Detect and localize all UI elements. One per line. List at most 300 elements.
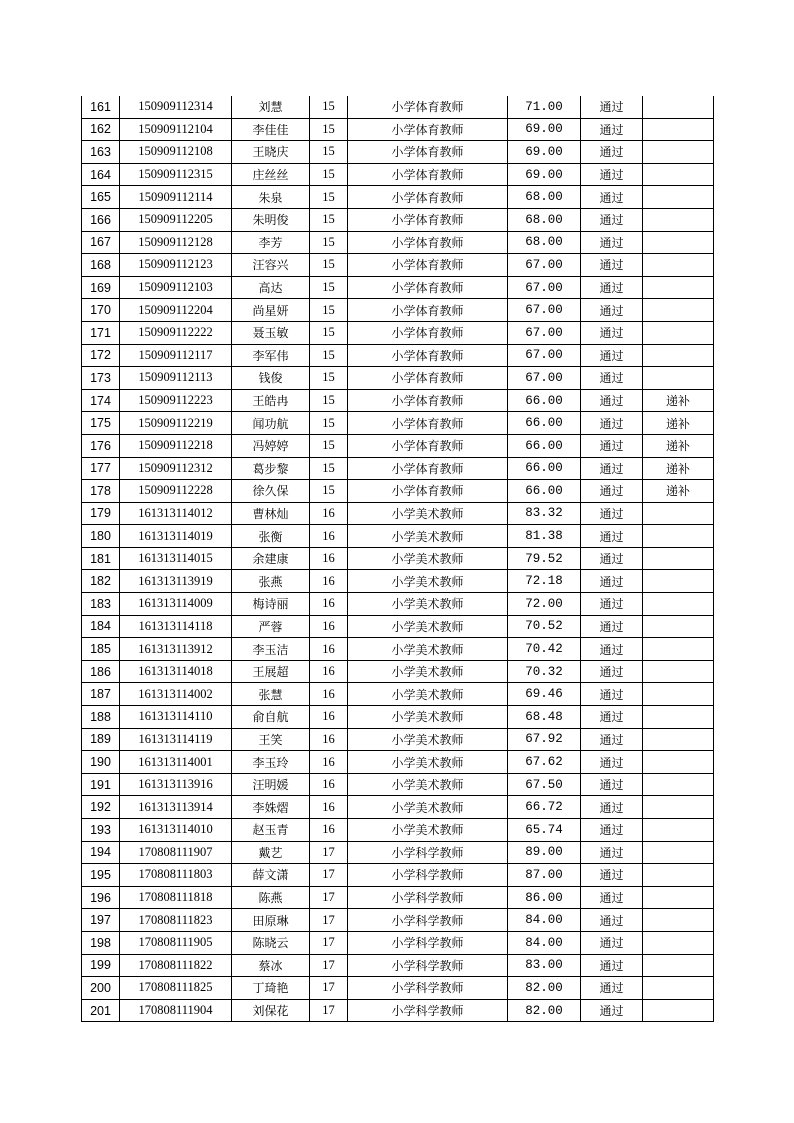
- position-code-cell: 16: [310, 796, 348, 819]
- exam-score-cell: 82.00: [508, 999, 581, 1022]
- candidate-name-cell: 严蓉: [232, 615, 310, 638]
- table-row: [82, 819, 714, 842]
- exam-id-cell: 161313114001: [120, 751, 232, 774]
- position-title-cell: 小学体育教师: [348, 276, 508, 299]
- result-status-cell: 通过: [581, 570, 643, 593]
- candidate-name-cell: 王展超: [232, 660, 310, 683]
- row-number-cell: 197: [82, 909, 120, 932]
- exam-id-cell: 150909112223: [120, 389, 232, 412]
- row-number-cell: 196: [82, 886, 120, 909]
- row-number-cell: 193: [82, 819, 120, 842]
- remark-cell: [643, 276, 714, 299]
- result-status-cell: 通过: [581, 231, 643, 254]
- remark-cell: [643, 254, 714, 277]
- result-status-cell: 通过: [581, 638, 643, 661]
- candidate-name-cell: 王晓庆: [232, 141, 310, 164]
- remark-cell: 递补: [643, 480, 714, 503]
- position-title-cell: 小学体育教师: [348, 434, 508, 457]
- table-row: [82, 728, 714, 751]
- position-code-cell: 15: [310, 231, 348, 254]
- remark-cell: [643, 615, 714, 638]
- position-title-cell: 小学科学教师: [348, 999, 508, 1022]
- table-row: [82, 615, 714, 638]
- position-title-cell: 小学科学教师: [348, 864, 508, 887]
- exam-id-cell: 161313114012: [120, 502, 232, 525]
- row-number-cell: 191: [82, 773, 120, 796]
- row-number-cell: 176: [82, 434, 120, 457]
- result-status-cell: 通过: [581, 909, 643, 932]
- result-status-cell: 通过: [581, 841, 643, 864]
- row-number-cell: 161: [82, 96, 120, 118]
- position-code-cell: 17: [310, 977, 348, 1000]
- table-row: [82, 977, 714, 1000]
- candidate-name-cell: 薛文潇: [232, 864, 310, 887]
- row-number-cell: 198: [82, 931, 120, 954]
- candidate-name-cell: 李佳佳: [232, 118, 310, 141]
- row-number-cell: 162: [82, 118, 120, 141]
- table-row: [82, 864, 714, 887]
- remark-cell: [643, 999, 714, 1022]
- remark-cell: [643, 683, 714, 706]
- exam-score-cell: 66.00: [508, 434, 581, 457]
- position-code-cell: 16: [310, 593, 348, 616]
- result-status-cell: 通过: [581, 412, 643, 435]
- result-status-cell: 通过: [581, 547, 643, 570]
- exam-id-cell: 150909112315: [120, 163, 232, 186]
- remark-cell: [643, 547, 714, 570]
- result-status-cell: 通过: [581, 502, 643, 525]
- result-status-cell: 通过: [581, 141, 643, 164]
- position-title-cell: 小学体育教师: [348, 254, 508, 277]
- exam-id-cell: 161313114002: [120, 683, 232, 706]
- candidate-name-cell: 余建康: [232, 547, 310, 570]
- position-code-cell: 16: [310, 819, 348, 842]
- row-number-cell: 201: [82, 999, 120, 1022]
- exam-id-cell: 170808111904: [120, 999, 232, 1022]
- exam-score-cell: 67.00: [508, 254, 581, 277]
- position-title-cell: 小学科学教师: [348, 909, 508, 932]
- row-number-cell: 167: [82, 231, 120, 254]
- table-row: [82, 570, 714, 593]
- candidate-name-cell: 李玉玲: [232, 751, 310, 774]
- remark-cell: 递补: [643, 412, 714, 435]
- position-title-cell: 小学美术教师: [348, 796, 508, 819]
- position-title-cell: 小学体育教师: [348, 186, 508, 209]
- remark-cell: [643, 931, 714, 954]
- candidate-name-cell: 陈晓云: [232, 931, 310, 954]
- candidate-name-cell: 徐久保: [232, 480, 310, 503]
- candidate-name-cell: 刘慧: [232, 96, 310, 118]
- exam-id-cell: 170808111823: [120, 909, 232, 932]
- remark-cell: [643, 864, 714, 887]
- exam-id-cell: 150909112204: [120, 299, 232, 322]
- result-status-cell: 通过: [581, 660, 643, 683]
- result-status-cell: 通过: [581, 276, 643, 299]
- remark-cell: [643, 525, 714, 548]
- exam-score-cell: 69.00: [508, 141, 581, 164]
- position-code-cell: 17: [310, 886, 348, 909]
- exam-score-cell: 83.32: [508, 502, 581, 525]
- table-row: [82, 931, 714, 954]
- position-title-cell: 小学体育教师: [348, 321, 508, 344]
- result-status-cell: 通过: [581, 706, 643, 729]
- candidate-name-cell: 田原琳: [232, 909, 310, 932]
- row-number-cell: 186: [82, 660, 120, 683]
- position-code-cell: 15: [310, 186, 348, 209]
- position-title-cell: 小学体育教师: [348, 412, 508, 435]
- candidate-name-cell: 王皓冉: [232, 389, 310, 412]
- row-number-cell: 178: [82, 480, 120, 503]
- position-code-cell: 15: [310, 344, 348, 367]
- row-number-cell: 173: [82, 367, 120, 390]
- position-title-cell: 小学体育教师: [348, 457, 508, 480]
- position-title-cell: 小学美术教师: [348, 525, 508, 548]
- result-status-cell: 通过: [581, 525, 643, 548]
- table-row: [82, 547, 714, 570]
- exam-score-cell: 71.00: [508, 96, 581, 118]
- position-title-cell: 小学体育教师: [348, 299, 508, 322]
- position-code-cell: 15: [310, 457, 348, 480]
- result-status-cell: 通过: [581, 96, 643, 118]
- row-number-cell: 194: [82, 841, 120, 864]
- position-code-cell: 15: [310, 276, 348, 299]
- position-code-cell: 16: [310, 570, 348, 593]
- exam-id-cell: 161313114118: [120, 615, 232, 638]
- position-code-cell: 15: [310, 367, 348, 390]
- row-number-cell: 170: [82, 299, 120, 322]
- position-code-cell: 16: [310, 660, 348, 683]
- table-row: [82, 254, 714, 277]
- position-title-cell: 小学美术教师: [348, 593, 508, 616]
- exam-score-cell: 79.52: [508, 547, 581, 570]
- table-row: [82, 321, 714, 344]
- exam-id-cell: 161313114110: [120, 706, 232, 729]
- position-title-cell: 小学体育教师: [348, 163, 508, 186]
- position-title-cell: 小学科学教师: [348, 886, 508, 909]
- position-title-cell: 小学体育教师: [348, 141, 508, 164]
- exam-id-cell: 150909112117: [120, 344, 232, 367]
- position-code-cell: 15: [310, 141, 348, 164]
- table-row: [82, 118, 714, 141]
- row-number-cell: 189: [82, 728, 120, 751]
- candidate-name-cell: 李姝熠: [232, 796, 310, 819]
- exam-score-cell: 65.74: [508, 819, 581, 842]
- candidate-name-cell: 曹林灿: [232, 502, 310, 525]
- candidate-name-cell: 汪明媛: [232, 773, 310, 796]
- row-number-cell: 168: [82, 254, 120, 277]
- exam-id-cell: 161313114015: [120, 547, 232, 570]
- position-title-cell: 小学美术教师: [348, 638, 508, 661]
- remark-cell: [643, 909, 714, 932]
- result-status-cell: 通过: [581, 977, 643, 1000]
- candidate-name-cell: 朱泉: [232, 186, 310, 209]
- candidate-name-cell: 戴艺: [232, 841, 310, 864]
- remark-cell: [643, 954, 714, 977]
- exam-score-cell: 84.00: [508, 909, 581, 932]
- position-code-cell: 16: [310, 728, 348, 751]
- result-status-cell: 通过: [581, 321, 643, 344]
- candidate-name-cell: 刘保花: [232, 999, 310, 1022]
- exam-score-cell: 67.62: [508, 751, 581, 774]
- exam-id-cell: 150909112312: [120, 457, 232, 480]
- exam-id-cell: 150909112314: [120, 96, 232, 118]
- table-row: [82, 751, 714, 774]
- row-number-cell: 192: [82, 796, 120, 819]
- candidate-name-cell: 聂玉敏: [232, 321, 310, 344]
- row-number-cell: 190: [82, 751, 120, 774]
- exam-id-cell: 150909112113: [120, 367, 232, 390]
- position-title-cell: 小学体育教师: [348, 118, 508, 141]
- position-title-cell: 小学美术教师: [348, 502, 508, 525]
- exam-id-cell: 150909112114: [120, 186, 232, 209]
- exam-score-cell: 67.00: [508, 344, 581, 367]
- position-title-cell: 小学美术教师: [348, 751, 508, 774]
- remark-cell: [643, 367, 714, 390]
- remark-cell: [643, 977, 714, 1000]
- result-status-cell: 通过: [581, 254, 643, 277]
- position-title-cell: 小学科学教师: [348, 841, 508, 864]
- table-row: [82, 999, 714, 1022]
- exam-score-cell: 66.00: [508, 389, 581, 412]
- position-title-cell: 小学美术教师: [348, 728, 508, 751]
- position-code-cell: 16: [310, 525, 348, 548]
- remark-cell: 递补: [643, 389, 714, 412]
- exam-id-cell: 161313114119: [120, 728, 232, 751]
- exam-id-cell: 170808111825: [120, 977, 232, 1000]
- position-title-cell: 小学体育教师: [348, 367, 508, 390]
- result-status-cell: 通过: [581, 389, 643, 412]
- remark-cell: [643, 163, 714, 186]
- remark-cell: [643, 706, 714, 729]
- exam-id-cell: 170808111818: [120, 886, 232, 909]
- candidate-name-cell: 尚星妍: [232, 299, 310, 322]
- position-code-cell: 15: [310, 434, 348, 457]
- position-code-cell: 15: [310, 321, 348, 344]
- remark-cell: [643, 886, 714, 909]
- position-code-cell: 15: [310, 299, 348, 322]
- remark-cell: [643, 231, 714, 254]
- position-code-cell: 16: [310, 502, 348, 525]
- exam-id-cell: 150909112222: [120, 321, 232, 344]
- remark-cell: [643, 186, 714, 209]
- exam-score-cell: 70.42: [508, 638, 581, 661]
- remark-cell: [643, 773, 714, 796]
- result-status-cell: 通过: [581, 819, 643, 842]
- position-code-cell: 16: [310, 615, 348, 638]
- exam-id-cell: 150909112219: [120, 412, 232, 435]
- exam-score-cell: 87.00: [508, 864, 581, 887]
- position-code-cell: 17: [310, 954, 348, 977]
- result-status-cell: 通过: [581, 615, 643, 638]
- exam-score-cell: 82.00: [508, 977, 581, 1000]
- result-status-cell: 通过: [581, 480, 643, 503]
- table-row: [82, 796, 714, 819]
- exam-id-cell: 161313113919: [120, 570, 232, 593]
- exam-id-cell: 150909112205: [120, 208, 232, 231]
- remark-cell: [643, 570, 714, 593]
- table-row: [82, 660, 714, 683]
- candidate-name-cell: 李军伟: [232, 344, 310, 367]
- exam-score-cell: 72.18: [508, 570, 581, 593]
- result-status-cell: 通过: [581, 434, 643, 457]
- exam-score-cell: 68.00: [508, 186, 581, 209]
- exam-id-cell: 161313114018: [120, 660, 232, 683]
- candidate-name-cell: 蔡冰: [232, 954, 310, 977]
- table-row: [82, 773, 714, 796]
- position-title-cell: 小学体育教师: [348, 344, 508, 367]
- table-row: [82, 457, 714, 480]
- result-status-cell: 通过: [581, 864, 643, 887]
- row-number-cell: 183: [82, 593, 120, 616]
- row-number-cell: 165: [82, 186, 120, 209]
- position-code-cell: 17: [310, 841, 348, 864]
- exam-score-cell: 72.00: [508, 593, 581, 616]
- remark-cell: [643, 502, 714, 525]
- row-number-cell: 179: [82, 502, 120, 525]
- candidate-name-cell: 张燕: [232, 570, 310, 593]
- exam-score-cell: 67.50: [508, 773, 581, 796]
- position-title-cell: 小学体育教师: [348, 231, 508, 254]
- candidate-name-cell: 赵玉青: [232, 819, 310, 842]
- remark-cell: 递补: [643, 457, 714, 480]
- exam-id-cell: 150909112218: [120, 434, 232, 457]
- exam-score-cell: 70.52: [508, 615, 581, 638]
- row-number-cell: 188: [82, 706, 120, 729]
- result-status-cell: 通过: [581, 886, 643, 909]
- position-title-cell: 小学体育教师: [348, 208, 508, 231]
- position-title-cell: 小学美术教师: [348, 773, 508, 796]
- position-code-cell: 15: [310, 480, 348, 503]
- result-status-cell: 通过: [581, 457, 643, 480]
- exam-id-cell: 170808111822: [120, 954, 232, 977]
- remark-cell: [643, 141, 714, 164]
- position-code-cell: 16: [310, 773, 348, 796]
- table-row: [82, 299, 714, 322]
- remark-cell: [643, 118, 714, 141]
- position-title-cell: 小学科学教师: [348, 954, 508, 977]
- result-status-cell: 通过: [581, 593, 643, 616]
- result-status-cell: 通过: [581, 954, 643, 977]
- result-status-cell: 通过: [581, 751, 643, 774]
- exam-score-cell: 67.92: [508, 728, 581, 751]
- exam-score-cell: 89.00: [508, 841, 581, 864]
- candidate-name-cell: 庄丝丝: [232, 163, 310, 186]
- remark-cell: [643, 321, 714, 344]
- exam-score-cell: 66.00: [508, 480, 581, 503]
- exam-id-cell: 150909112103: [120, 276, 232, 299]
- exam-id-cell: 161313113916: [120, 773, 232, 796]
- exam-id-cell: 150909112108: [120, 141, 232, 164]
- position-code-cell: 17: [310, 931, 348, 954]
- exam-id-cell: 170808111905: [120, 931, 232, 954]
- exam-id-cell: 150909112104: [120, 118, 232, 141]
- row-number-cell: 164: [82, 163, 120, 186]
- table-row: [82, 480, 714, 503]
- row-number-cell: 174: [82, 389, 120, 412]
- results-table-body: [82, 96, 714, 1022]
- results-table: [81, 96, 714, 1022]
- remark-cell: [643, 638, 714, 661]
- candidate-name-cell: 朱明俊: [232, 208, 310, 231]
- row-number-cell: 171: [82, 321, 120, 344]
- remark-cell: [643, 751, 714, 774]
- result-status-cell: 通过: [581, 999, 643, 1022]
- result-status-cell: 通过: [581, 931, 643, 954]
- position-title-cell: 小学体育教师: [348, 389, 508, 412]
- result-status-cell: 通过: [581, 163, 643, 186]
- table-row: [82, 231, 714, 254]
- position-code-cell: 15: [310, 96, 348, 118]
- remark-cell: [643, 96, 714, 118]
- position-code-cell: 17: [310, 864, 348, 887]
- candidate-name-cell: 葛步黎: [232, 457, 310, 480]
- position-code-cell: 15: [310, 389, 348, 412]
- table-row: [82, 208, 714, 231]
- table-row: [82, 412, 714, 435]
- table-row: [82, 638, 714, 661]
- position-title-cell: 小学体育教师: [348, 480, 508, 503]
- table-row: [82, 593, 714, 616]
- candidate-name-cell: 钱俊: [232, 367, 310, 390]
- candidate-name-cell: 汪容兴: [232, 254, 310, 277]
- result-status-cell: 通过: [581, 683, 643, 706]
- exam-score-cell: 68.00: [508, 231, 581, 254]
- table-row: [82, 367, 714, 390]
- exam-score-cell: 68.48: [508, 706, 581, 729]
- position-title-cell: 小学美术教师: [348, 683, 508, 706]
- candidate-name-cell: 丁琦艳: [232, 977, 310, 1000]
- table-row: [82, 434, 714, 457]
- candidate-name-cell: 李玉洁: [232, 638, 310, 661]
- result-status-cell: 通过: [581, 118, 643, 141]
- remark-cell: [643, 299, 714, 322]
- candidate-name-cell: 闻功航: [232, 412, 310, 435]
- candidate-name-cell: 高达: [232, 276, 310, 299]
- result-status-cell: 通过: [581, 367, 643, 390]
- position-code-cell: 15: [310, 163, 348, 186]
- position-code-cell: 16: [310, 751, 348, 774]
- table-row: [82, 954, 714, 977]
- row-number-cell: 169: [82, 276, 120, 299]
- position-code-cell: 16: [310, 683, 348, 706]
- exam-score-cell: 68.00: [508, 208, 581, 231]
- exam-score-cell: 67.00: [508, 321, 581, 344]
- candidate-name-cell: 李芳: [232, 231, 310, 254]
- row-number-cell: 200: [82, 977, 120, 1000]
- table-row: [82, 389, 714, 412]
- candidate-name-cell: 陈燕: [232, 886, 310, 909]
- row-number-cell: 177: [82, 457, 120, 480]
- table-row: [82, 163, 714, 186]
- exam-score-cell: 66.00: [508, 457, 581, 480]
- remark-cell: [643, 728, 714, 751]
- exam-id-cell: 161313114010: [120, 819, 232, 842]
- position-code-cell: 17: [310, 999, 348, 1022]
- result-status-cell: 通过: [581, 728, 643, 751]
- exam-score-cell: 69.00: [508, 163, 581, 186]
- table-row: [82, 502, 714, 525]
- exam-id-cell: 150909112123: [120, 254, 232, 277]
- remark-cell: [643, 819, 714, 842]
- result-status-cell: 通过: [581, 344, 643, 367]
- candidate-name-cell: 俞自航: [232, 706, 310, 729]
- position-code-cell: 16: [310, 638, 348, 661]
- exam-score-cell: 69.00: [508, 118, 581, 141]
- exam-id-cell: 161313114009: [120, 593, 232, 616]
- table-row: [82, 96, 714, 118]
- table-row: [82, 525, 714, 548]
- table-row: [82, 886, 714, 909]
